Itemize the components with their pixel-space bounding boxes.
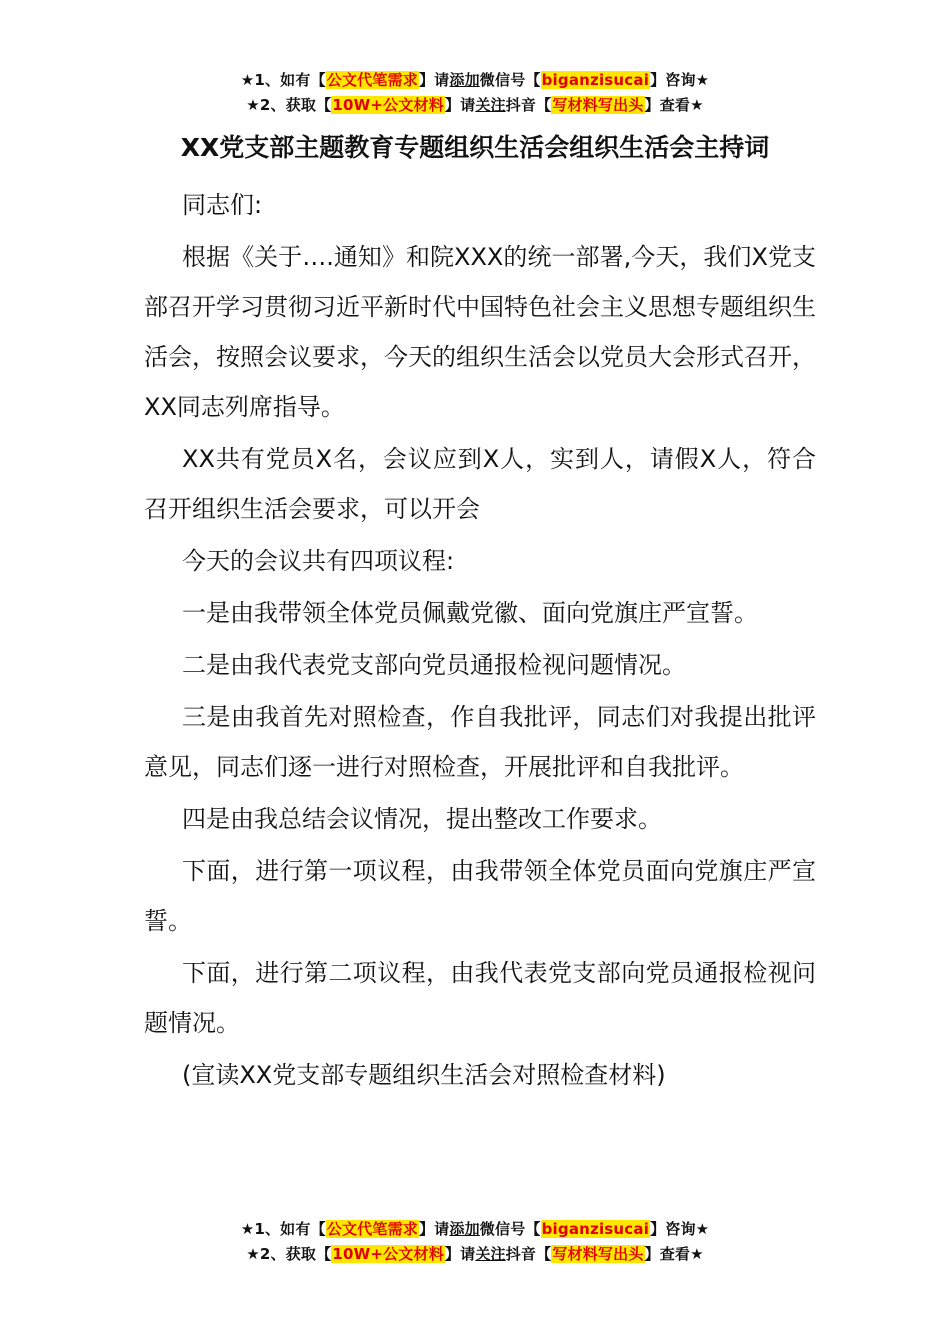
paragraph: 一是由我带领全体党员佩戴党徽、面向党旗庄严宣誓。 [182, 599, 758, 627]
paragraph: 二是由我代表党支部向党员通报检视问题情况。 [182, 651, 686, 679]
promo-line-1: ★1、如有【公文代笔需求】请添加微信号【biganzisucai】咨询★ [240, 71, 710, 89]
paragraph: 四是由我总结会议情况，提出整改工作要求。 [182, 805, 662, 833]
promo-highlight-wechat-id: biganzisucai [541, 71, 650, 89]
promo-highlight-materials: 10W+公文材料 [332, 96, 444, 114]
promo-highlight-douyin: 写材料写出头 [552, 1245, 644, 1263]
promo-highlight-ghostwriting: 公文代笔需求 [326, 1220, 418, 1238]
top-promo-banner [0, 68, 950, 118]
promo-highlight-douyin: 写材料写出头 [552, 96, 644, 114]
paragraph: 下面，进行第二项议程，由我代表党支部向党员通报检视问题情况。 [144, 959, 816, 1037]
document-title: XX党支部主题教育专题组织生活会组织生活会主持词 [180, 133, 770, 162]
promo-line-2: ★2、获取【10W+公文材料】请关注抖音【写材料写出头】查看★ [246, 96, 704, 114]
promo-highlight-ghostwriting: 公文代笔需求 [326, 71, 418, 89]
paragraph: 三是由我首先对照检查，作自我批评，同志们对我提出批评意见，同志们逐一进行对照检查，开展批评和自我批评。 [144, 703, 816, 781]
promo-line-1: ★1、如有【公文代笔需求】请添加微信号【biganzisucai】咨询★ [240, 1220, 710, 1238]
paragraph: (宣读XX党支部专题组织生活会对照检查材料) [182, 1061, 666, 1089]
paragraph: XX共有党员X名，会议应到X人，实到人，请假X人，符合召开组织生活会要求，可以开会 [144, 445, 816, 523]
bottom-promo-banner [0, 1217, 950, 1267]
paragraph: 今天的会议共有四项议程: [182, 547, 455, 575]
document-body [144, 180, 816, 1102]
promo-line-2: ★2、获取【10W+公文材料】请关注抖音【写材料写出头】查看★ [246, 1245, 704, 1263]
paragraph: 下面，进行第一项议程，由我带领全体党员面向党旗庄严宣誓。 [144, 857, 816, 935]
paragraph: 根据《关于….通知》和院XXX的统一部署,今天，我们X党支部召开学习贯彻习近平新时代中国特色社会主义思想专题组织生活会，按照会议要求，今天的组织生活会以党员大会形式召开，XX同志列席指导。 [144, 243, 816, 421]
paragraph: 同志们: [182, 191, 263, 219]
promo-highlight-materials: 10W+公文材料 [332, 1245, 444, 1263]
promo-highlight-wechat-id: biganzisucai [541, 1220, 650, 1238]
